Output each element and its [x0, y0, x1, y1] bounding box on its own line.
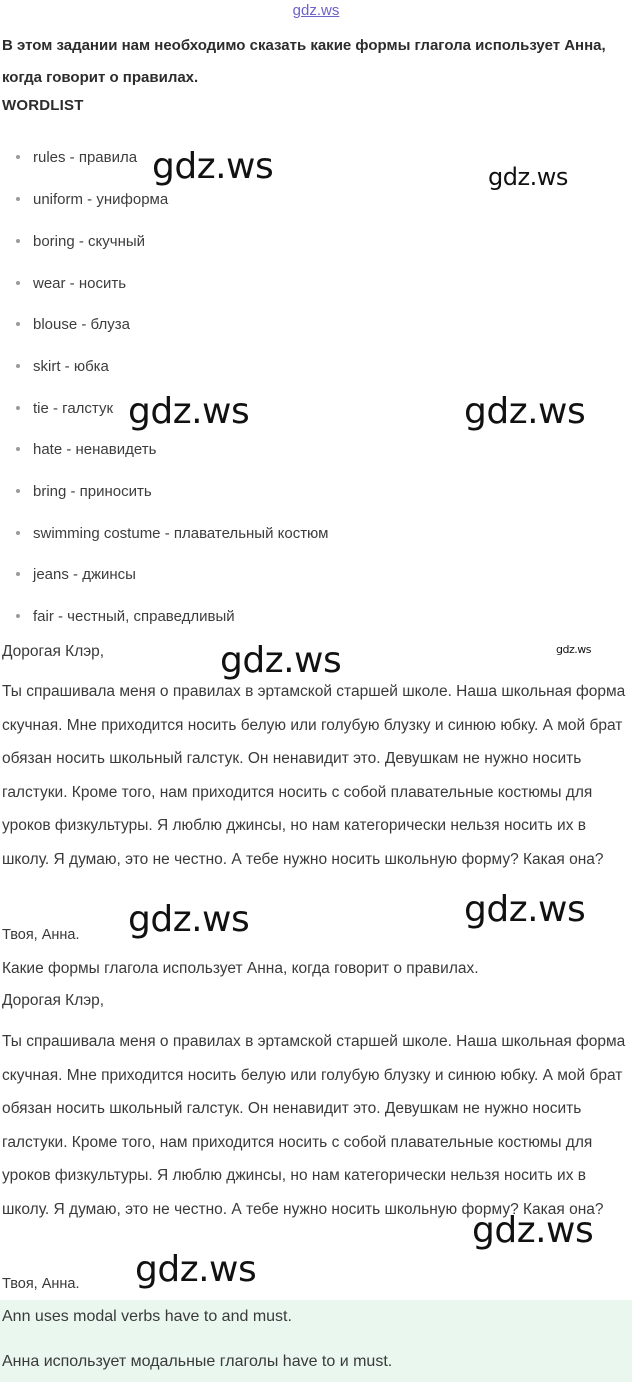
letter-greeting: Дорогая Клэр,	[2, 992, 105, 1009]
wordlist-item: uniform - униформа	[16, 185, 168, 215]
wordlist-heading: WORDLIST	[2, 97, 84, 114]
watermark: gdz.ws	[556, 643, 591, 656]
watermark: gdz.ws	[472, 1210, 594, 1251]
answer-russian: Анна использует модальные глаголы have to и must.	[2, 1353, 393, 1370]
bullet-icon	[16, 197, 20, 201]
wordlist-item: boring - скучный	[16, 227, 145, 257]
letter-body: Ты спрашивала меня о правилах в эртамской старшей школе. Наша школьная форма скучная. Мне приходится носить белую или голубую блузку и синюю юбку. А мой брат обязан носить школьный галстук. Он ненавидит это. Девушкам не нужно носить галстуки. Кроме того, нам приходится носить с собой плавательные костюмы для уроков физкультуры. Я люблю джинсы, но нам категорически нельзя носить их в школу. Я думаю, это не честно. А тебе нужно носить школьную форму? Какая она?	[2, 1033, 626, 1218]
site-link[interactable]: gdz.ws	[292, 2, 340, 19]
watermark: gdz.ws	[464, 889, 586, 930]
bullet-icon	[16, 572, 20, 576]
bullet-icon	[16, 531, 20, 535]
watermark: gdz.ws	[464, 391, 586, 432]
watermark: gdz.ws	[152, 146, 274, 187]
bullet-icon	[16, 447, 20, 451]
letter-body: Ты спрашивала меня о правилах в эртамской старшей школе. Наша школьная форма скучная. Мне приходится носить белую или голубую блузку и синюю юбку. А мой брат обязан носить школьный галстук. Он ненавидит это. Девушкам не нужно носить галстуки. Кроме того, нам приходится носить с собой плавательные костюмы для уроков физкультуры. Я люблю джинсы, но нам категорически нельзя носить их в школу. Я думаю, это не честно. А тебе нужно носить школьную форму? Какая она?	[2, 683, 626, 868]
bullet-icon	[16, 489, 20, 493]
watermark: gdz.ws	[488, 163, 568, 191]
answer-english: Ann uses modal verbs have to and must.	[2, 1308, 292, 1325]
bullet-icon	[16, 155, 20, 159]
bullet-icon	[16, 322, 20, 326]
bullet-icon	[16, 364, 20, 368]
wordlist-item: jeans - джинсы	[16, 560, 136, 590]
wordlist-item: wear - носить	[16, 269, 126, 299]
question-text: Какие формы глагола использует Анна, когда говорит о правилах.	[2, 960, 479, 977]
bullet-icon	[16, 406, 20, 410]
watermark: gdz.ws	[135, 1249, 257, 1290]
bullet-icon	[16, 239, 20, 243]
wordlist-item: rules - правила	[16, 143, 137, 173]
answer-box	[0, 1300, 632, 1382]
bullet-icon	[16, 281, 20, 285]
wordlist-item: skirt - юбка	[16, 352, 109, 382]
wordlist-item: blouse - блуза	[16, 310, 130, 340]
task-description: В этом задании нам необходимо сказать какие формы глагола использует Анна, когда говорит о правилах.	[2, 37, 606, 86]
letter-signature: Твоя, Анна.	[2, 927, 80, 943]
letter-signature: Твоя, Анна.	[2, 1276, 80, 1292]
watermark: gdz.ws	[128, 899, 250, 940]
watermark: gdz.ws	[220, 640, 342, 681]
wordlist-item: swimming costume - плавательный костюм	[16, 519, 328, 549]
wordlist-item: bring - приносить	[16, 477, 152, 507]
letter-greeting: Дорогая Клэр,	[2, 643, 105, 660]
wordlist-item: tie - галстук	[16, 394, 113, 424]
bullet-icon	[16, 614, 20, 618]
wordlist-item: hate - ненавидеть	[16, 435, 156, 465]
watermark: gdz.ws	[128, 391, 250, 432]
wordlist-item: fair - честный, справедливый	[16, 602, 235, 632]
